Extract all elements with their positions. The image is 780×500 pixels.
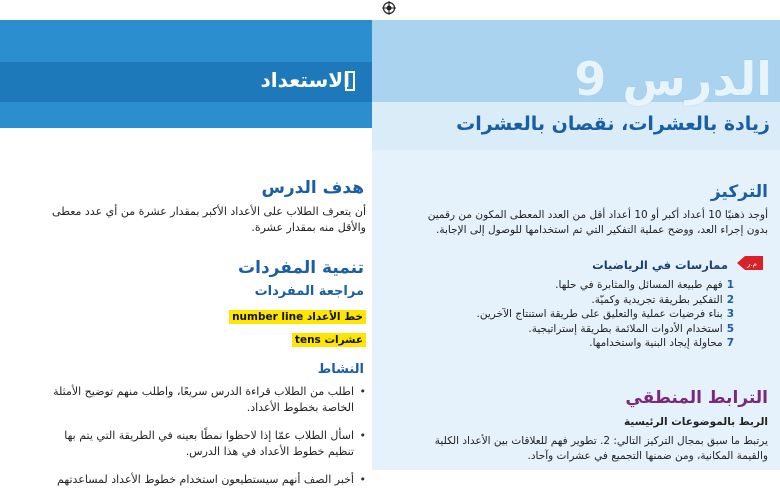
activity-item (16, 472, 366, 488)
practice-number: 7 (726, 337, 734, 349)
crosshair-target-icon (382, 1, 396, 15)
vocab-term-tens: عشرات tens (292, 333, 366, 347)
vocab-item-number-line (229, 305, 366, 324)
practice-number: 2 (726, 293, 734, 306)
focus-heading: التركيز (710, 182, 768, 202)
practice-item (384, 322, 734, 337)
activity-item-line: • اسأل الطلاب عمّا إذا لاحظوا نمطًا بعينه في الطريقة التي يتم بها (64, 429, 354, 442)
practice-text: فهم طبيعة المسائل والمثابرة في حلها. (555, 279, 723, 291)
activity-item-line: • اطلب من الطلاب قراءة الدرس سريعًا، واطلب منهم توضيح الأمثلة (53, 385, 354, 398)
activity-item-line: الخاصة بخطوط الأعداد. (246, 401, 354, 414)
practice-number: 3 (726, 308, 734, 320)
red-arrow-icon (737, 256, 763, 270)
prep-header (0, 64, 372, 100)
practice-number: 1 (726, 279, 734, 291)
practices-list (384, 278, 734, 351)
svg-text:م.ر: م.ر (747, 260, 757, 268)
focus-text-line-1: أوجد ذهنيًا 10 أعداد أكبر أو 10 أعداد أقل من العدد المعطى المكون من رقمين (427, 209, 768, 221)
coherence-text-line-1: يرتبط ما سبق بمجال التركيز التالي: 2. تطوير فهم للعلاقات بين الأعداد الكلية (434, 435, 768, 447)
activity-item-line: • أخبر الصف أنهم سيستطيعون استخدام خطوط الأعداد لمساعدتهم (57, 473, 354, 486)
practice-item (384, 293, 734, 308)
main-topics-heading: الربط بالموضوعات الرئيسية (623, 416, 768, 428)
vocab-heading: تنمية المفردات (238, 258, 364, 278)
activity-heading: النشاط (317, 362, 364, 377)
practice-item (384, 278, 734, 293)
prep-title: الاستعداد (260, 68, 350, 92)
vocab-item-tens (292, 328, 366, 347)
practice-text: التفكير بطريقة تجريدية وكميّة. (591, 293, 723, 306)
practice-text: بناء فرضيات عملية والتعليق على طريقة استنتاج الآخرين. (476, 308, 723, 320)
practice-item (384, 336, 734, 351)
vocab-term-number-line: خط الأعداد number line (229, 310, 366, 324)
practice-text: محاولة إيجاد البنية واستخدامها. (589, 337, 723, 349)
practice-item (384, 307, 734, 322)
practice-number: 5 (726, 322, 734, 335)
goal-text-line-1: أن يتعرف الطلاب على الأعداد الأكبر بمقدار عشرة من أي عدد معطى (52, 205, 366, 218)
goal-text-line-2: والأقل منه بمقدار عشرة. (251, 221, 366, 234)
goal-heading: هدف الدرس (261, 178, 364, 198)
practices-heading: ممارسات في الرياضيات (592, 258, 728, 272)
focus-text-line-2: بدون إجراء العد، ووضح عملية التفكير التي تم استخدامها للوصول إلى الإجابة. (436, 224, 768, 236)
activity-item (16, 428, 366, 460)
coherence-text-line-2: والقيمة المكانية، ومن ضمنها التجميع في عشرات وآحاد. (527, 450, 768, 462)
coherence-heading: الترابط المنطقي (625, 388, 768, 408)
activity-item-line: تنظيم خطوط الأعداد في هذا الدرس. (185, 445, 354, 458)
activity-item (16, 384, 366, 416)
practice-text: استخدام الأدوات الملائمة بطريقة إستراتيجية. (528, 322, 723, 335)
activity-list (16, 384, 366, 500)
lesson-title: الدرس 9 (574, 52, 772, 106)
vocab-review-heading: مراجعة المفردات (254, 284, 364, 299)
lesson-subtitle: زيادة بالعشرات، نقصان بالعشرات (456, 113, 770, 135)
